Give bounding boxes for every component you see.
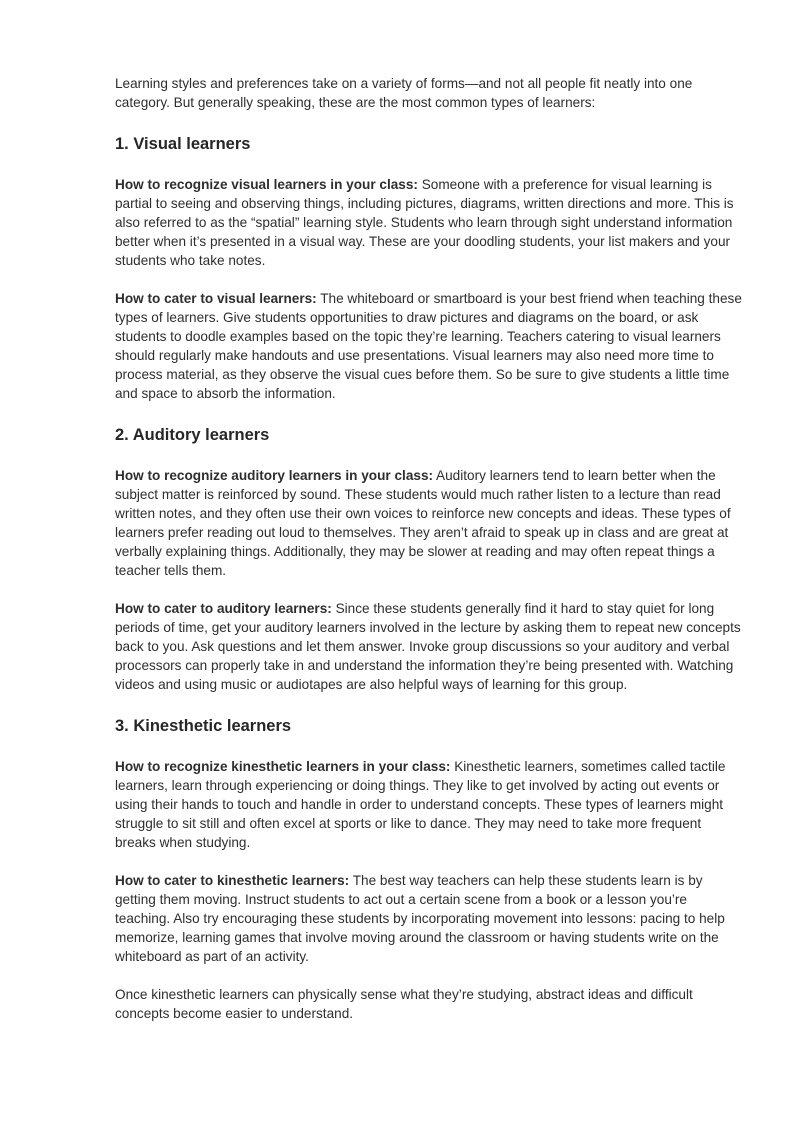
cater-paragraph bbox=[115, 871, 745, 966]
recognize-paragraph bbox=[115, 175, 745, 270]
recognize-paragraph bbox=[115, 757, 745, 852]
cater-paragraph bbox=[115, 289, 745, 403]
paragraph-text: The best way teachers can help these students learn is by getting them moving. Instruct students to act out a certain scene from a book or a lesson you’re teaching. Also try encouraging these students by incorporating movement into lessons: pacing to help memorize, learning games that involve moving around the classroom or having students write on the whiteboard as part of an activity. bbox=[115, 873, 725, 964]
section-auditory-learners bbox=[115, 425, 745, 694]
section-heading: 1. Visual learners bbox=[115, 135, 251, 153]
paragraph-lead: How to cater to kinesthetic learners: bbox=[115, 873, 350, 888]
section-heading: 2. Auditory learners bbox=[115, 426, 270, 444]
section-heading: 3. Kinesthetic learners bbox=[115, 717, 292, 735]
document-body bbox=[115, 74, 745, 1023]
paragraph-text: The whiteboard or smartboard is your best friend when teaching these types of learners. Give students opportunities to draw pictures and diagrams on the board, or ask students to doodle examples based on the topic they’re learning. Teachers catering to visual learners should regularly make handouts and use presentations. Visual learners may also need more time to process material, as they observe the visual cues before them. So be sure to give students a little time and space to absorb the information. bbox=[115, 291, 742, 401]
paragraph-lead: How to recognize kinesthetic learners in your class: bbox=[115, 759, 451, 774]
section-visual-learners bbox=[115, 134, 745, 403]
section-kinesthetic-learners bbox=[115, 716, 745, 966]
recognize-paragraph bbox=[115, 466, 745, 580]
cater-paragraph bbox=[115, 599, 745, 694]
paragraph-text: Someone with a preference for visual learning is partial to seeing and observing things, including pictures, diagrams, written directions and more. This is also referred to as the “spatial” learning style. Students who learn through sight understand information better when it’s presented in a visual way. These are your doodling students, your list makers and your students who take notes. bbox=[115, 177, 734, 268]
paragraph-text: Since these students generally find it hard to stay quiet for long periods of time, get your auditory learners involved in the lecture by asking them to repeat new concepts back to you. Ask questions and let them answer. Invoke group discussions so your auditory and verbal processors can properly take in and understand the information they’re being presented with. Watching videos and using music or audiotapes are also helpful ways of learning for this group. bbox=[115, 601, 741, 692]
paragraph-lead: How to recognize visual learners in your class: bbox=[115, 177, 418, 192]
paragraph-text: Kinesthetic learners, sometimes called tactile learners, learn through experiencing or doing things. They like to get involved by acting out events or using their hands to touch and handle in order to understand concepts. These types of learners might struggle to sit still and often excel at sports or like to dance. They may need to take more frequent breaks when studying. bbox=[115, 759, 726, 850]
paragraph-lead: How to recognize auditory learners in your class: bbox=[115, 468, 434, 483]
intro-paragraph: Learning styles and preferences take on a variety of forms—and not all people fit neatly into one category. But generally speaking, these are the most common types of learners: bbox=[115, 76, 693, 110]
paragraph-lead: How to cater to visual learners: bbox=[115, 291, 317, 306]
paragraph-text: Auditory learners tend to learn better when the subject matter is reinforced by sound. These students would much rather listen to a lecture than read written notes, and they often use their own voices to reinforce new concepts and ideas. These types of learners prefer reading out loud to themselves. They aren’t afraid to speak up in class and are great at verbally explaining things. Additionally, they may be slower at reading and may often repeat things a teacher tells them. bbox=[115, 468, 731, 578]
paragraph-lead: How to cater to auditory learners: bbox=[115, 601, 332, 616]
closing-paragraph: Once kinesthetic learners can physically sense what they’re studying, abstract ideas and difficult concepts become easier to understand. bbox=[115, 987, 693, 1021]
